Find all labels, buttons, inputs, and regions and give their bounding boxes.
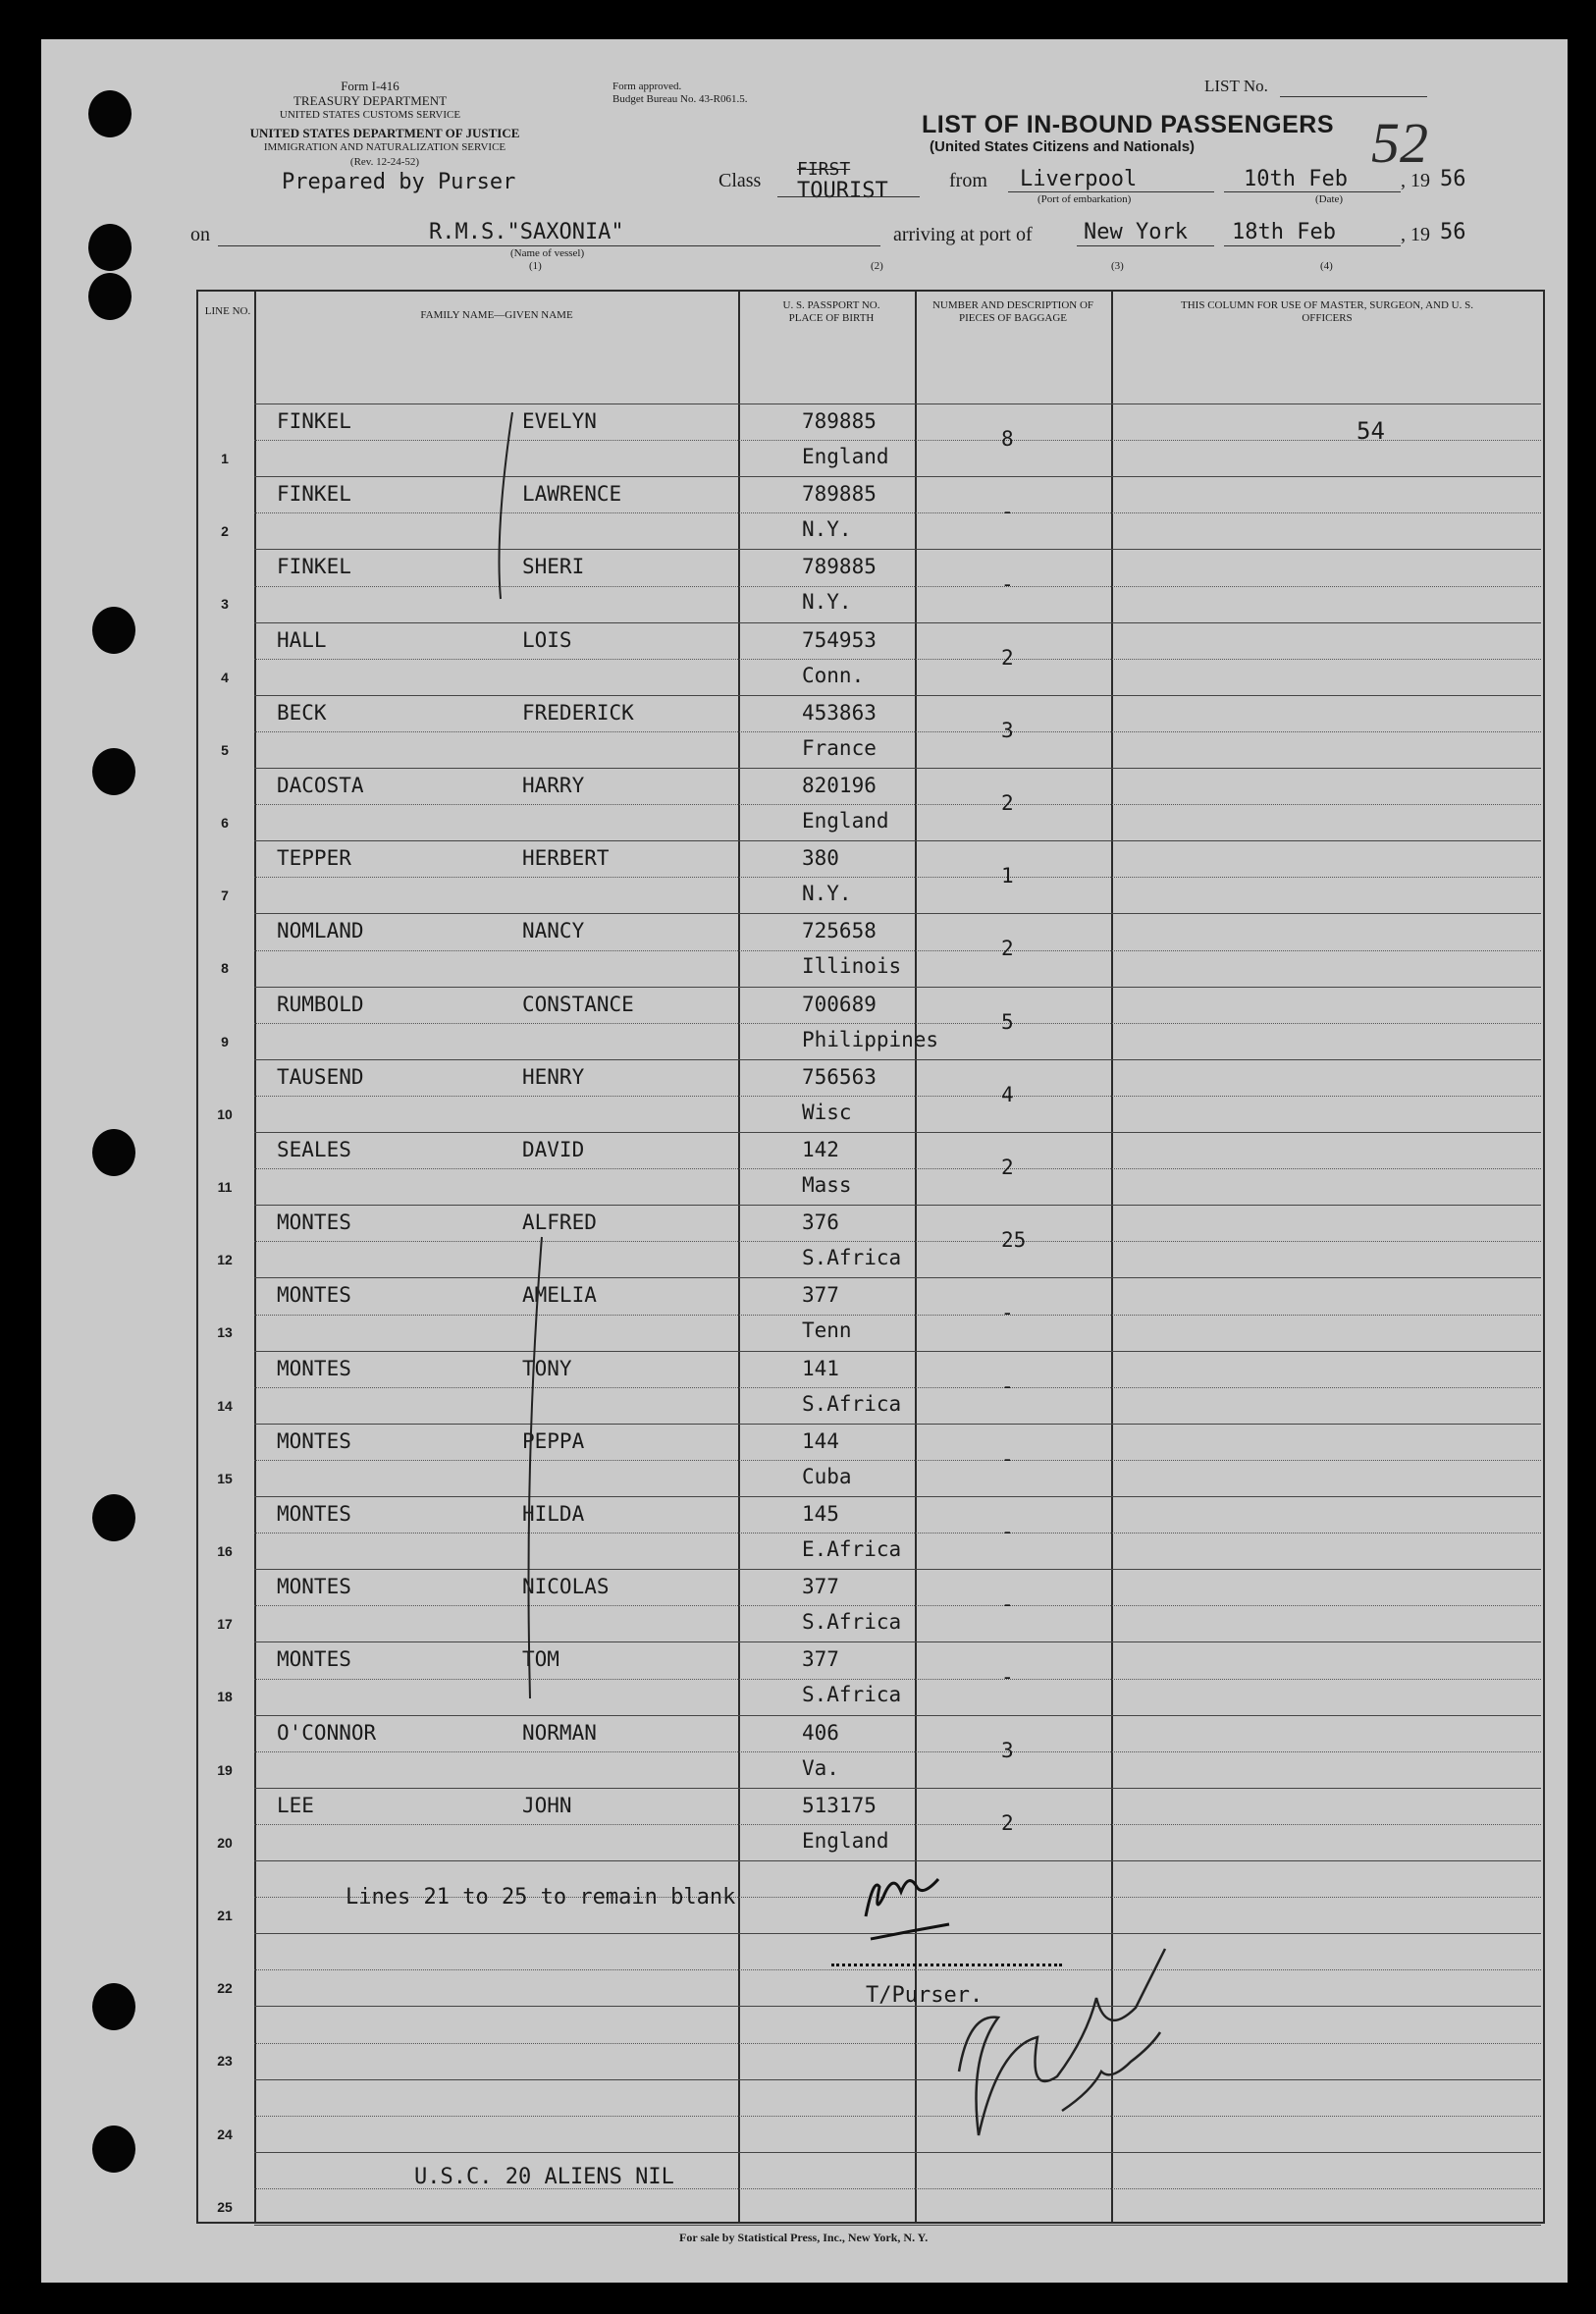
caption-4: (4): [1320, 260, 1333, 272]
caption-1: (1): [529, 260, 542, 272]
line-number: 12: [217, 1252, 233, 1268]
dept-treasury: TREASURY DEPARTMENT: [293, 93, 448, 108]
passport-number: 725658: [802, 919, 877, 943]
col-head-baggage: NUMBER AND DESCRIPTION OF PIECES OF BAGGAGE: [931, 299, 1094, 324]
line-number: 10: [217, 1105, 233, 1122]
baggage-count: 25: [1001, 1228, 1027, 1253]
line-number: 2: [221, 523, 229, 540]
line-number: 14: [217, 1397, 233, 1414]
baggage-count: 2: [1001, 645, 1014, 670]
line-number: 1: [221, 451, 229, 466]
place-of-birth: England: [802, 1828, 889, 1853]
baggage-count: 2: [1001, 791, 1014, 815]
passport-number: 377: [802, 1283, 839, 1308]
given-name: TOM: [522, 1647, 559, 1672]
given-name: ALFRED: [522, 1211, 597, 1235]
given-name: HENRY: [522, 1064, 585, 1089]
family-name: TEPPER: [277, 846, 351, 871]
class-label: Class: [718, 170, 762, 191]
publisher-note: For sale by Statistical Press, Inc., New York, N. Y.: [679, 2231, 929, 2244]
bracket-mark: [500, 412, 513, 599]
given-name: EVELYN: [522, 409, 597, 433]
given-name: FREDERICK: [522, 700, 634, 725]
given-name: CONSTANCE: [522, 992, 634, 1016]
family-name: MONTES: [277, 1428, 351, 1453]
baggage-count: -: [1001, 1665, 1014, 1690]
form-approved: Form approved.: [612, 81, 682, 92]
passport-number: 453863: [802, 700, 877, 725]
line-number: 22: [217, 1980, 233, 1997]
baggage-count: 4: [1001, 1082, 1014, 1106]
prepared-by: Prepared by Purser: [282, 170, 516, 194]
passport-number: 789885: [802, 555, 877, 579]
baggage-count: -: [1001, 1301, 1014, 1325]
given-name: LAWRENCE: [522, 482, 622, 507]
place-of-birth: N.Y.: [802, 590, 852, 615]
line-number: 8: [221, 960, 229, 977]
family-name: MONTES: [277, 1647, 351, 1672]
line-number: 13: [217, 1324, 233, 1341]
baggage-count: 1: [1001, 864, 1014, 888]
passport-number: 376: [802, 1211, 839, 1235]
passport-number: 513175: [802, 1793, 877, 1817]
family-name: MONTES: [277, 1211, 351, 1235]
family-name: NOMLAND: [277, 919, 364, 943]
line-number: 3: [221, 596, 229, 613]
purser-label: T/Purser.: [866, 1983, 984, 2008]
line-number: 16: [217, 1543, 233, 1559]
family-name: MONTES: [277, 1575, 351, 1599]
given-name: NICOLAS: [522, 1575, 610, 1599]
form-number: Form I-416: [341, 79, 399, 93]
passport-number: 756563: [802, 1064, 877, 1089]
date-arrival: 18th Feb: [1232, 220, 1336, 244]
place-of-birth: Tenn: [802, 1318, 852, 1343]
passenger-list-sheet: [41, 39, 1568, 2283]
list-no-label: LIST No.: [1204, 77, 1268, 95]
place-of-birth: S.Africa: [802, 1683, 902, 1707]
passport-number: 377: [802, 1647, 839, 1672]
caption-2: (2): [871, 260, 883, 272]
list-subtitle: (United States Citizens and Nationals): [930, 138, 1196, 155]
list-no-value: 52: [1371, 111, 1428, 175]
caption-3: (3): [1111, 260, 1124, 272]
place-of-birth: France: [802, 735, 877, 760]
arriving-label: arriving at port of: [893, 224, 1033, 245]
given-name: TONY: [522, 1356, 572, 1380]
passport-number: 377: [802, 1575, 839, 1599]
passport-number: 380: [802, 846, 839, 871]
family-name: FINKEL: [277, 409, 351, 433]
given-name: HERBERT: [522, 846, 610, 871]
place-of-birth: Mass: [802, 1173, 852, 1197]
given-name: JOHN: [522, 1793, 572, 1817]
passport-number: 406: [802, 1720, 839, 1745]
summary-line: U.S.C. 20 ALIENS NIL: [414, 2165, 674, 2189]
line-number: 20: [217, 1834, 233, 1851]
line-number: 6: [221, 815, 229, 831]
baggage-count: 3: [1001, 1738, 1014, 1762]
budget-bureau: Budget Bureau No. 43-R061.5.: [612, 93, 748, 105]
line-number: 24: [217, 2126, 233, 2142]
family-name: FINKEL: [277, 482, 351, 507]
year1: 56: [1440, 167, 1466, 191]
place-of-birth: Philippines: [802, 1027, 939, 1051]
place-of-birth: S.Africa: [802, 1610, 902, 1635]
passport-number: 789885: [802, 409, 877, 433]
given-name: LOIS: [522, 627, 572, 652]
line-number: 7: [221, 888, 229, 904]
baggage-count: 5: [1001, 1009, 1014, 1034]
port-embarkation: Liverpool: [1020, 167, 1138, 191]
dept-customs: UNITED STATES CUSTOMS SERVICE: [279, 109, 461, 121]
passport-number: 789885: [802, 482, 877, 507]
date-caption: (Date): [1315, 193, 1344, 205]
dept-ins: IMMIGRATION AND NATURALIZATION SERVICE: [263, 141, 506, 153]
date-from: 10th Feb: [1244, 167, 1348, 191]
family-name: BECK: [277, 700, 327, 725]
passport-number: 142: [802, 1138, 839, 1161]
place-of-birth: S.Africa: [802, 1391, 902, 1416]
family-name: HALL: [277, 627, 327, 652]
passport-number: 820196: [802, 774, 877, 797]
place-of-birth: Conn.: [802, 663, 865, 687]
place-of-birth: England: [802, 445, 889, 468]
line-number: 5: [221, 741, 229, 758]
family-name: O'CONNOR: [277, 1720, 377, 1745]
given-name: AMELIA: [522, 1283, 597, 1308]
passport-number: 144: [802, 1428, 839, 1453]
initials-signature: [866, 1879, 949, 1939]
line-number: 17: [217, 1616, 233, 1633]
line-number: 4: [221, 669, 229, 685]
place-of-birth: England: [802, 809, 889, 833]
baggage-count: -: [1001, 1592, 1014, 1617]
family-name: SEALES: [277, 1138, 351, 1161]
year2-prefix: , 19: [1401, 224, 1430, 245]
dept-justice: UNITED STATES DEPARTMENT OF JUSTICE: [249, 126, 520, 140]
place-of-birth: Va.: [802, 1755, 839, 1780]
given-name: DAVID: [522, 1138, 585, 1161]
port-arrival: New York: [1084, 220, 1188, 244]
baggage-count: 2: [1001, 937, 1014, 961]
place-of-birth: E.Africa: [802, 1537, 902, 1561]
line-number: 18: [217, 1689, 233, 1705]
revision: (Rev. 12-24-52): [349, 156, 420, 168]
place-of-birth: Illinois: [802, 954, 902, 979]
class-struck: FIRST: [797, 159, 851, 180]
line-number: 11: [217, 1179, 233, 1195]
col-head-officers: THIS COLUMN FOR USE OF MASTER, SURGEON, AND U. S. OFFICERS: [1181, 299, 1473, 324]
port-embarkation-caption: (Port of embarkation): [1037, 193, 1132, 205]
family-name: MONTES: [277, 1502, 351, 1526]
signature-scrawls: [41, 39, 1568, 2283]
place-of-birth: Wisc: [802, 1100, 852, 1124]
passport-number: 700689: [802, 992, 877, 1016]
passport-number: 754953: [802, 627, 877, 652]
baggage-count: 8: [1001, 427, 1014, 451]
family-name: RUMBOLD: [277, 992, 364, 1016]
family-name: TAUSEND: [277, 1064, 364, 1089]
place-of-birth: Cuba: [802, 1464, 852, 1488]
family-name: MONTES: [277, 1356, 351, 1380]
given-name: SHERI: [522, 555, 585, 579]
blank-lines-note: Lines 21 to 25 to remain blank: [346, 1885, 736, 1910]
baggage-count: -: [1001, 1373, 1014, 1398]
col-head-line-no: LINE NO.: [204, 305, 251, 317]
baggage-count: 3: [1001, 718, 1014, 742]
given-name: NANCY: [522, 919, 585, 943]
baggage-count: -: [1001, 1520, 1014, 1543]
class-value: TOURIST: [797, 179, 888, 203]
year2: 56: [1440, 220, 1466, 244]
family-name: MONTES: [277, 1283, 351, 1308]
passport-number: 145: [802, 1502, 839, 1526]
col-head-passport: U. S. PASSPORT NO. PLACE OF BIRTH: [782, 299, 880, 324]
line-number: 19: [217, 1761, 233, 1778]
family-name: DACOSTA: [277, 774, 364, 797]
given-name: HARRY: [522, 774, 585, 797]
col-head-name: FAMILY NAME—GIVEN NAME: [420, 309, 573, 321]
family-name: LEE: [277, 1793, 314, 1817]
baggage-count: 2: [1001, 1156, 1014, 1179]
officer-signature: [959, 1949, 1165, 2135]
baggage-count: 2: [1001, 1810, 1014, 1835]
family-name: FINKEL: [277, 555, 351, 579]
passport-number: 141: [802, 1356, 839, 1380]
line-number: 15: [217, 1470, 233, 1486]
on-label: on: [190, 224, 210, 245]
line-number: 25: [217, 2198, 233, 2215]
place-of-birth: S.Africa: [802, 1246, 902, 1270]
line-number: 9: [221, 1033, 229, 1049]
baggage-count: -: [1001, 500, 1014, 524]
place-of-birth: N.Y.: [802, 882, 852, 906]
given-name: HILDA: [522, 1502, 585, 1526]
given-name: PEPPA: [522, 1428, 585, 1453]
place-of-birth: N.Y.: [802, 517, 852, 542]
line-number: 21: [217, 1908, 233, 1923]
from-label: from: [949, 170, 987, 191]
bracket-mark: [529, 1237, 543, 1698]
baggage-count: -: [1001, 1446, 1014, 1471]
baggage-count: -: [1001, 572, 1014, 597]
officer-note: 54: [1357, 417, 1385, 445]
vessel-name: R.M.S."SAXONIA": [429, 220, 624, 244]
list-title: LIST OF IN-BOUND PASSENGERS: [922, 111, 1335, 138]
vessel-caption: (Name of vessel): [510, 247, 585, 259]
line-number: 23: [217, 2053, 233, 2070]
year1-prefix: , 19: [1401, 170, 1430, 191]
given-name: NORMAN: [522, 1720, 597, 1745]
